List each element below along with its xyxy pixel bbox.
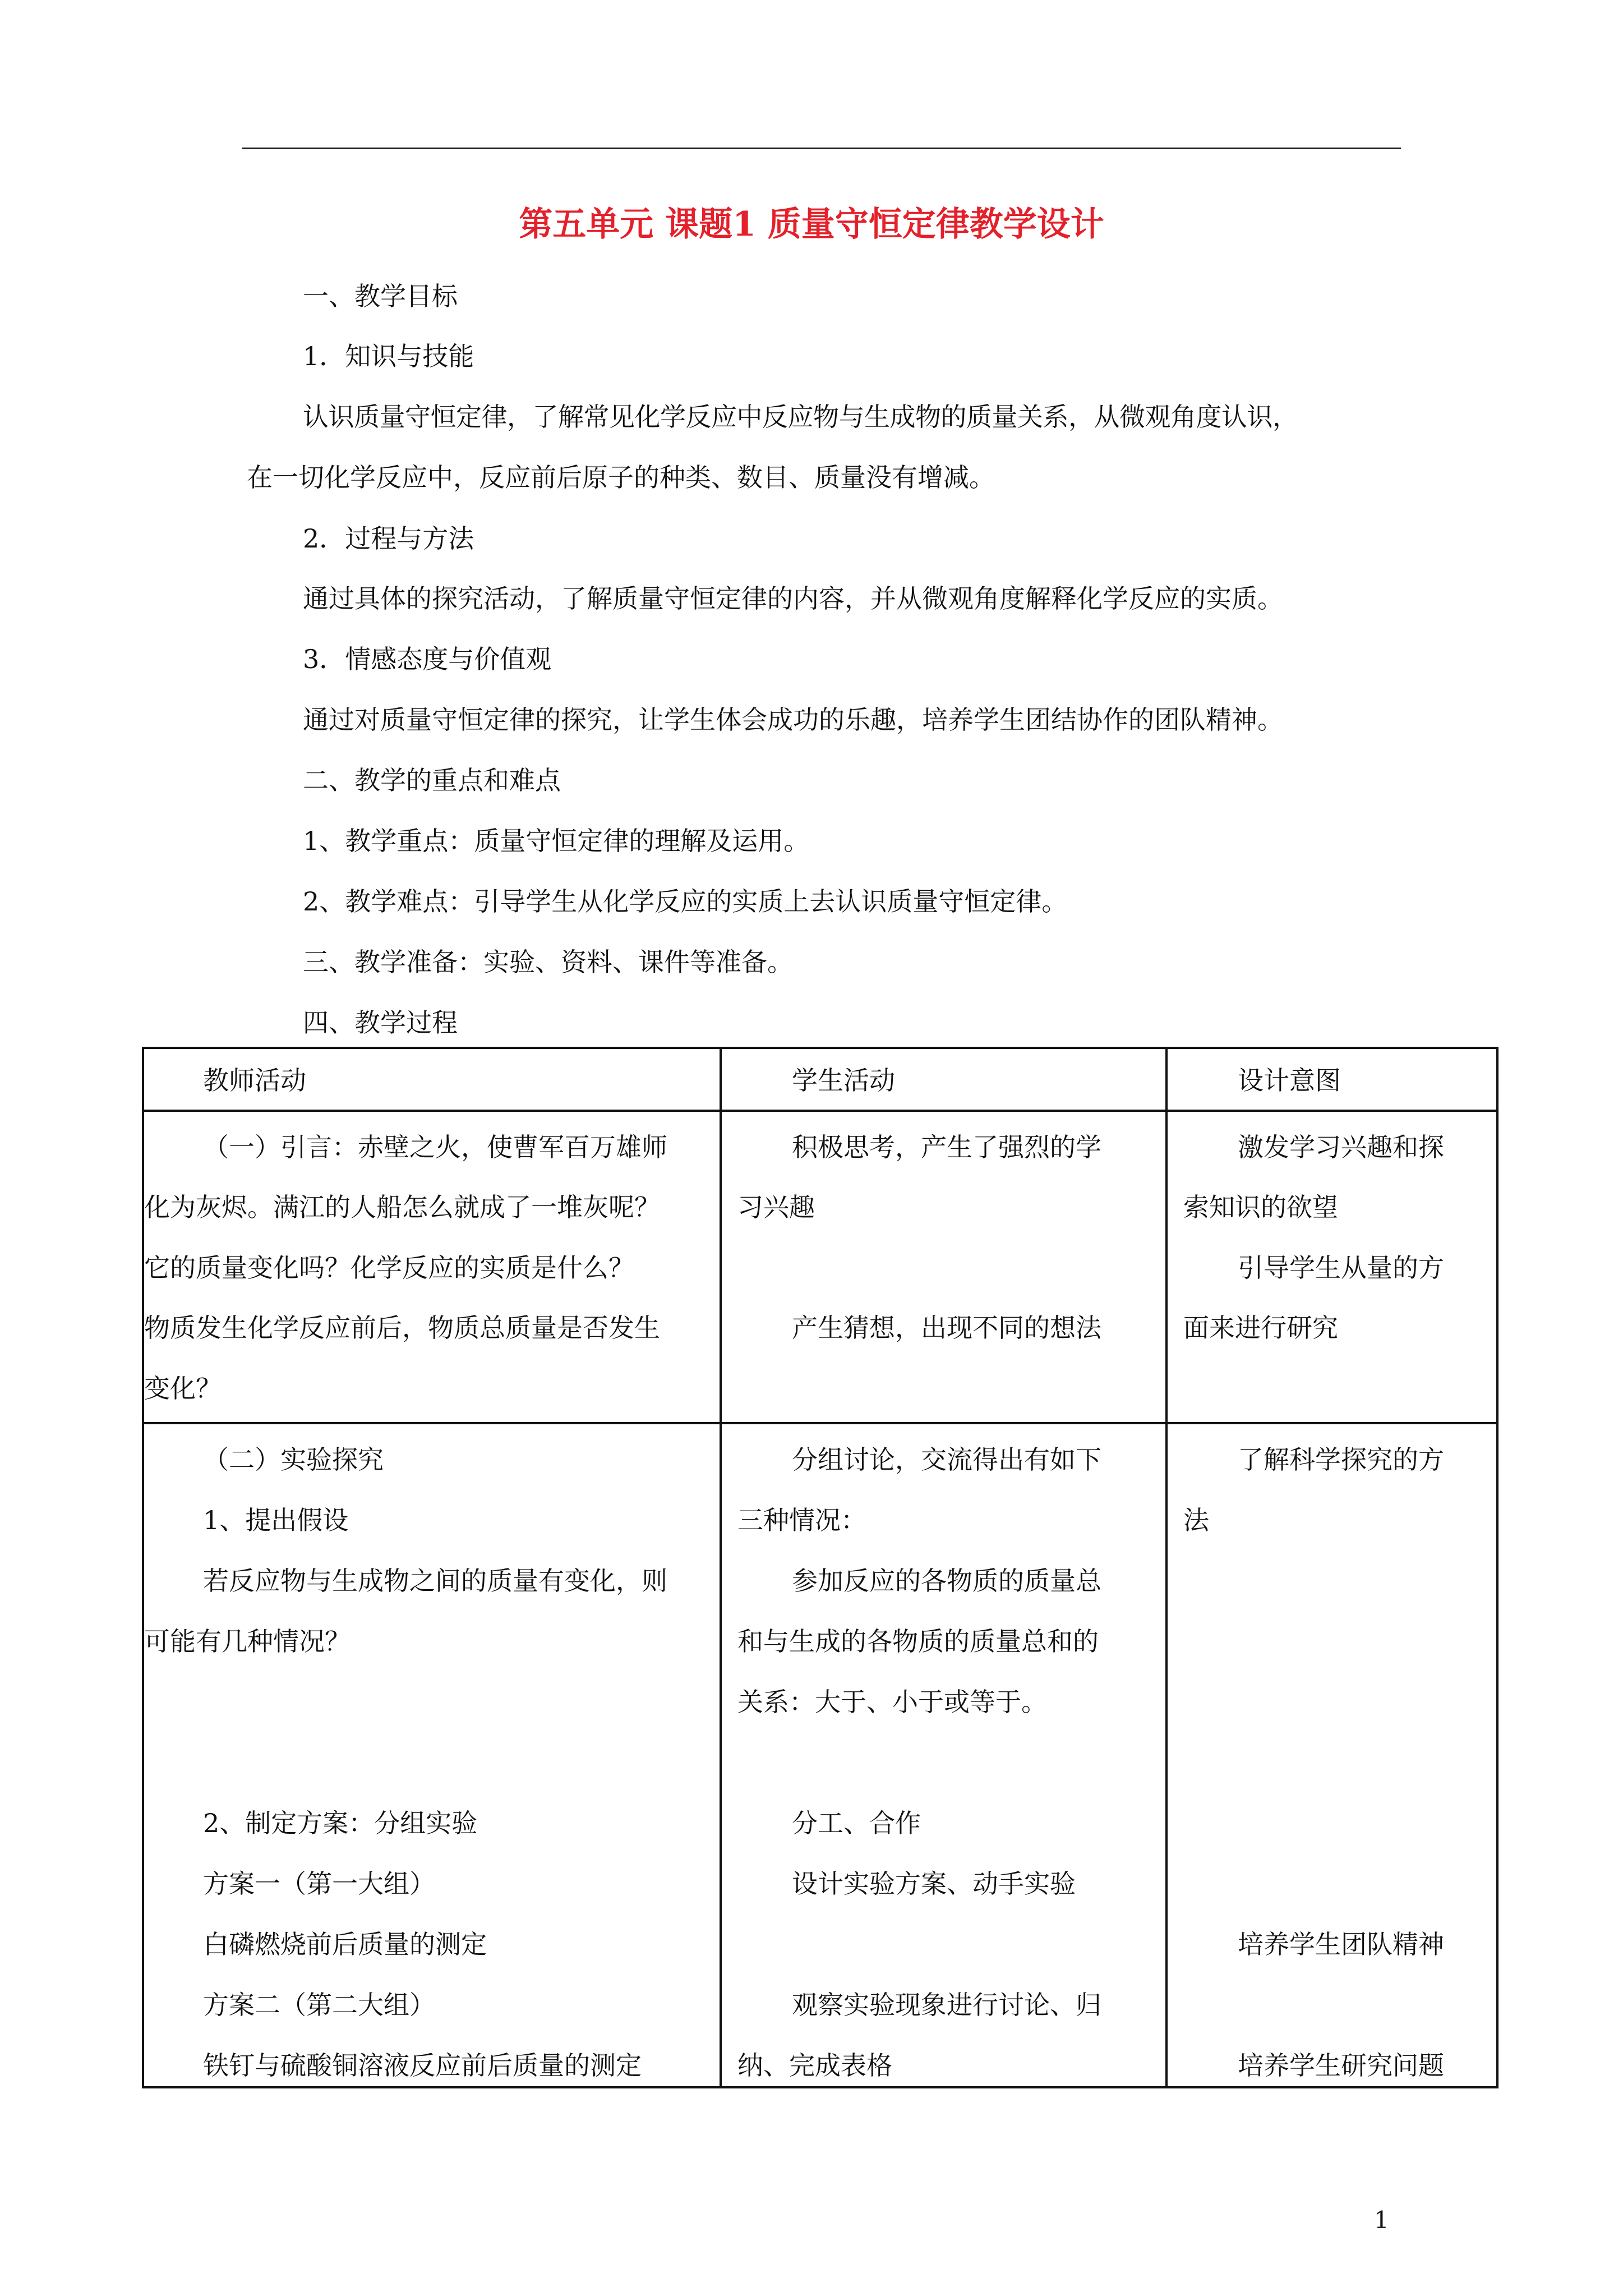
table-row [143, 1111, 1497, 1423]
student-activity-cell [721, 1111, 1166, 1423]
cell-text-line: 积极思考，产生了强烈的学 [792, 1132, 1101, 1162]
teacher-activity-cell [143, 1423, 721, 2087]
cell-text-line: 若反应物与生成物之间的质量有变化，则 [203, 1566, 667, 1596]
section-heading-key-points: 二、教学的重点和难点 [303, 765, 561, 795]
table-row [143, 1423, 1497, 2087]
cell-text-line: 习兴趣 [737, 1192, 815, 1222]
teaching-process-table [142, 1047, 1498, 2088]
cell-text-line: 方案二（第二大组） [203, 1990, 435, 2020]
cell-text-line: 分组讨论，交流得出有如下 [792, 1444, 1101, 1475]
cell-text-line: 三种情况： [737, 1505, 866, 1535]
cell-text-line: 培养学生团队精神 [1238, 1929, 1444, 1959]
cell-text-line: 纳、完成表格 [737, 2050, 892, 2081]
difficult-point-item: 2、教学难点：引导学生从化学反应的实质上去认识质量守恒定律。 [303, 886, 1068, 917]
cell-text-line: 设计实验方案、动手实验 [792, 1869, 1076, 1899]
paragraph-process: 通过具体的探究活动，了解质量守恒定律的内容，并从微观角度解释化学反应的实质。 [303, 583, 1283, 614]
section-heading-process: 四、教学过程 [303, 1007, 458, 1038]
cell-text-line: 产生猜想，出现不同的想法 [792, 1313, 1101, 1343]
subheading-knowledge: 1．知识与技能 [303, 341, 474, 371]
design-intent-cell [1166, 1111, 1497, 1423]
cell-text-line: 2、制定方案：分组实验 [203, 1808, 478, 1838]
design-intent-cell [1166, 1423, 1497, 2087]
cell-text-line: （二）实验探究 [203, 1444, 384, 1475]
cell-text-line: 变化？ [144, 1373, 222, 1404]
header-cell-teacher [143, 1048, 721, 1111]
subheading-process: 2．过程与方法 [303, 523, 474, 554]
cell-text-line: 索知识的欲望 [1183, 1192, 1338, 1222]
section-heading-objectives: 一、教学目标 [303, 281, 458, 311]
cell-text-line: 和与生成的各物质的质量总和的 [737, 1626, 1099, 1657]
cell-text-line: 培养学生研究问题 [1238, 2050, 1444, 2081]
table-header-row [143, 1048, 1497, 1111]
page-number: 1 [1374, 2206, 1389, 2234]
subheading-attitude: 3．情感态度与价值观 [303, 644, 552, 674]
header-rule [242, 148, 1401, 149]
header-student-activity: 学生活动 [792, 1065, 895, 1096]
cell-text-line: 观察实验现象进行讨论、归 [792, 1990, 1101, 2020]
cell-text-line: （一）引言：赤壁之火，使曹军百万雄师 [203, 1132, 667, 1162]
paragraph-knowledge-line1: 认识质量守恒定律，了解常见化学反应中反应物与生成物的质量关系，从微观角度认识， [303, 402, 1298, 432]
cell-text-line: 白磷燃烧前后质量的测定 [203, 1929, 487, 1959]
cell-text-line: 分工、合作 [792, 1808, 921, 1838]
cell-text-line: 激发学习兴趣和探 [1238, 1132, 1444, 1162]
cell-text-line: 参加反应的各物质的质量总 [792, 1566, 1101, 1596]
cell-text-line: 面来进行研究 [1183, 1313, 1338, 1343]
cell-text-line: 引导学生从量的方 [1238, 1253, 1444, 1283]
cell-text-line: 可能有几种情况？ [144, 1626, 351, 1657]
header-cell-intent [1166, 1048, 1497, 1111]
cell-text-line: 方案一（第一大组） [203, 1869, 435, 1899]
cell-text-line: 法 [1183, 1505, 1209, 1535]
cell-text-line: 化为灰烬。满江的人船怎么就成了一堆灰呢？ [144, 1192, 660, 1222]
page-title: 第五单元 课题1 质量守恒定律教学设计 [519, 205, 1104, 244]
cell-text-line: 1、提出假设 [203, 1505, 349, 1535]
paragraph-knowledge-line2: 在一切化学反应中，反应前后原子的种类、数目、质量没有增减。 [247, 462, 995, 493]
student-activity-cell [721, 1423, 1166, 2087]
key-point-item: 1、教学重点：质量守恒定律的理解及运用。 [303, 826, 810, 856]
paragraph-attitude: 通过对质量守恒定律的探究，让学生体会成功的乐趣，培养学生团结协作的团队精神。 [303, 705, 1283, 735]
section-heading-preparation: 三、教学准备：实验、资料、课件等准备。 [303, 947, 793, 977]
teacher-activity-cell [143, 1111, 721, 1423]
cell-text-line: 它的质量变化吗？化学反应的实质是什么？ [144, 1253, 634, 1283]
cell-text-line: 铁钉与硫酸铜溶液反应前后质量的测定 [203, 2050, 642, 2081]
cell-text-line: 物质发生化学反应前后，物质总质量是否发生 [144, 1313, 660, 1343]
cell-text-line: 关系：大于、小于或等于。 [737, 1687, 1047, 1717]
header-design-intent: 设计意图 [1238, 1065, 1341, 1096]
header-cell-student [721, 1048, 1166, 1111]
cell-text-line: 了解科学探究的方 [1238, 1444, 1444, 1475]
header-teacher-activity: 教师活动 [203, 1065, 306, 1096]
